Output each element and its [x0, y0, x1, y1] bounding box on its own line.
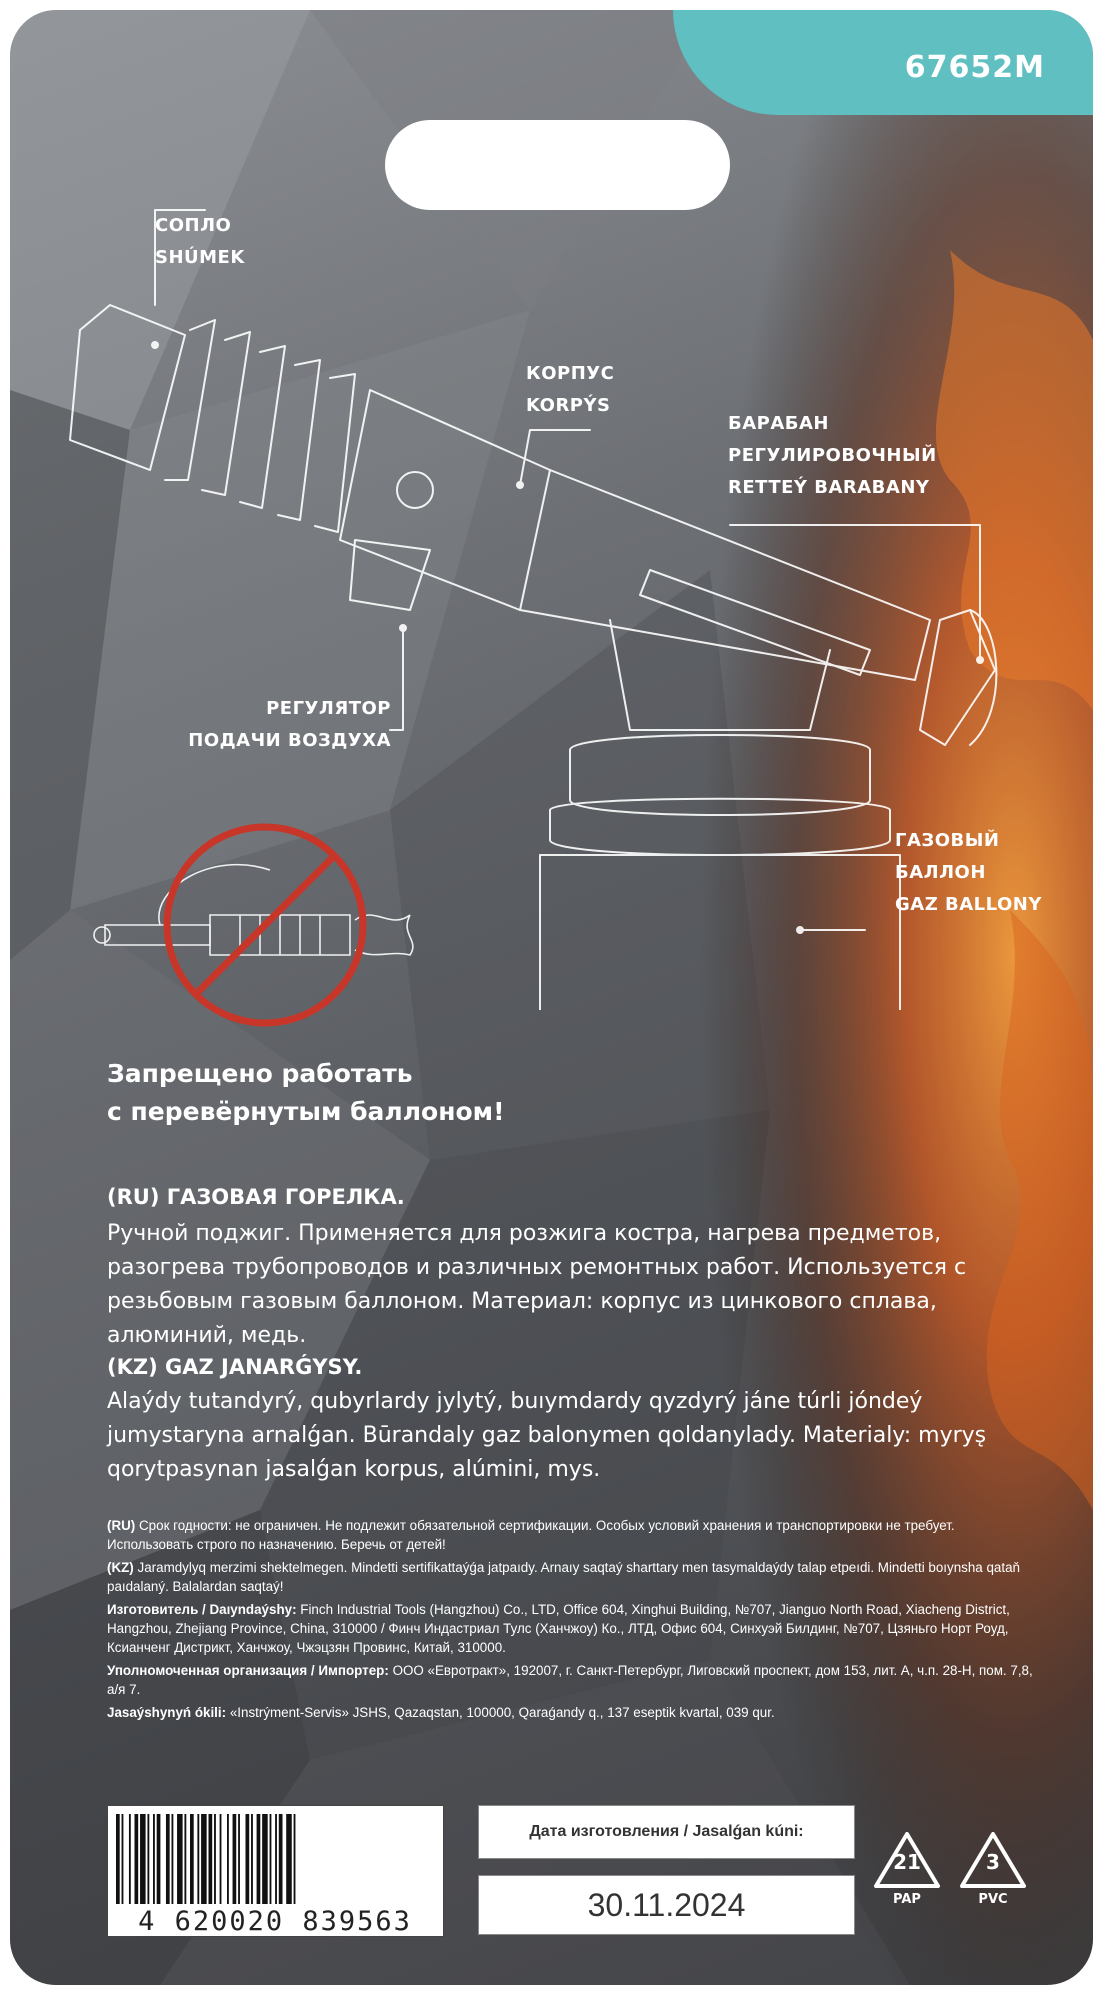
- rep-text: «Instrýment-Servis» JSHS, Qazaqstan, 100000, Qaraǵandy q., 137 eseptik kvartal, 039 qur.: [229, 1705, 775, 1720]
- barcode-bar: [214, 1814, 216, 1904]
- barcode-bar: [184, 1814, 186, 1904]
- barcode-bar: [147, 1814, 149, 1904]
- small-ru: [107, 1516, 1037, 1554]
- ru-title: (RU) ГАЗОВАЯ ГОРЕЛКА.: [107, 1185, 405, 1209]
- label-nozzle-kz: SHÚMEK: [155, 247, 245, 268]
- label-drum-ru1: БАРАБАН: [728, 413, 829, 434]
- small-importer: [107, 1661, 1037, 1699]
- kz-text: Alaýdy tutandyrý, qubyrlardy jylytý, buıymdardy qyzdyrý jáne túrli jóndeý jumystaryna arnalǵan. Būrandaly gaz balonymen qoldanylady. Materialy: myrys̨ qorytpasynan jasalǵan korpus, alúmini, mys.: [107, 1389, 987, 1482]
- label-body-kz: KORPÝS: [526, 395, 611, 416]
- barcode-bar: [140, 1814, 146, 1904]
- barcode-bar: [279, 1814, 283, 1904]
- barcode-bar: [220, 1814, 222, 1904]
- label-gas: [895, 825, 1042, 921]
- importer-text: ООО «Евротракт», 192007, г. Санкт-Петербург, Лиговский проспект, дом 153, лит. А, ч.п. 28-Н, пом. 7,8, а/я 7.: [107, 1663, 1033, 1697]
- package-card: [10, 10, 1093, 1985]
- recycle-pvc-label: PVC: [978, 1892, 1008, 1907]
- barcode-bar: [227, 1814, 229, 1904]
- barcode-bar: [251, 1814, 253, 1904]
- label-drum: [728, 408, 937, 504]
- small-kz: [107, 1558, 1037, 1596]
- barcode-bar: [166, 1814, 170, 1904]
- forbidden-inverted-icon: [90, 810, 450, 1040]
- label-body: [526, 358, 614, 422]
- warning-line2: с перевёрнутым баллоном!: [107, 1097, 505, 1126]
- description: [107, 1185, 1017, 1487]
- barcode-bar: [262, 1814, 268, 1904]
- barcode-number: 4 620020 839563: [138, 1906, 412, 1937]
- recycle-pap-number: 21: [893, 1850, 921, 1874]
- maker-label: Изготовитель / Daıyndaýshy:: [107, 1602, 297, 1617]
- recycle-pap-icon: [872, 1830, 942, 1920]
- small-ru-text: Срок годности: не ограничен. Не подлежит обязательной сертификации. Особых условий хранения и транспортировки не требует. Использовать строго по назначению. Беречь от детей!: [107, 1518, 955, 1552]
- barcode-bar: [172, 1814, 174, 1904]
- small-ru-tag: (RU): [107, 1518, 136, 1533]
- barcode-bar: [201, 1814, 207, 1904]
- recycle-pap-label: PAP: [893, 1892, 921, 1907]
- barcode: [107, 1805, 444, 1937]
- barcode-bar: [257, 1814, 261, 1904]
- importer-label: Уполномоченная организация / Импортер:: [107, 1663, 389, 1678]
- rep-label: Jasaýshynyń ókili:: [107, 1705, 227, 1720]
- label-drum-kz: RETTEÝ BARABANY: [728, 477, 930, 498]
- label-air-ru2: ПОДАЧИ ВОЗДУХА: [188, 730, 391, 751]
- kz-title: (KZ) GAZ JANARǴYSY.: [107, 1355, 363, 1379]
- barcode-bar: [129, 1814, 131, 1904]
- label-gas-ru2: БАЛЛОН: [895, 862, 986, 883]
- small-maker: [107, 1600, 1037, 1657]
- label-gas-kz: GAZ BALLONY: [895, 894, 1042, 915]
- small-kz-text: Jaramdylyq merzimi shektelmegen. Mindetti sertifikattaýǵa jatpaıdy. Arnaıy saqtaý sharttary men tasymaldaýdy talap etpeıdi. Mindetti boıynsha qataň paıdalaný. Balalardan saqtaý!: [107, 1560, 1020, 1594]
- barcode-bar: [197, 1814, 199, 1904]
- date-value: 30.11.2024: [478, 1875, 855, 1935]
- product-code: 67652M: [904, 50, 1045, 85]
- small-rep: [107, 1703, 1037, 1722]
- barcode-bar: [246, 1814, 250, 1904]
- label-drum-ru2: РЕГУЛИРОВОЧНЫЙ: [728, 445, 937, 466]
- barcode-bar: [233, 1814, 237, 1904]
- barcode-bar: [135, 1814, 139, 1904]
- barcode-bar: [209, 1814, 213, 1904]
- barcode-bar: [153, 1814, 155, 1904]
- label-gas-ru1: ГАЗОВЫЙ: [895, 830, 1000, 851]
- barcode-bar: [177, 1814, 183, 1904]
- label-air-regulator: [153, 693, 391, 757]
- warning-text: [107, 1055, 505, 1131]
- barcode-bar: [190, 1814, 194, 1904]
- barcode-bar: [275, 1814, 277, 1904]
- label-nozzle: [155, 210, 245, 274]
- maker-text: Finch Industrial Tools (Hangzhou) Co., LTD, Office 604, Xinghui Building, №707, Jianguo North Road, Xiacheng District, Hangzhou, Zhejiang Province, China, 310000 / Финч Индастриал Тулс (Ханчжоу) Ко., ЛТД, Офис 604, Синхуэй Билдинг, №707, Цзяньго Норт Роуд, Ксианченг Дистрикт, Ханчжоу, Чжэцзян Провинс, Китай, 310000.: [107, 1602, 1010, 1655]
- label-air-ru1: РЕГУЛЯТОР: [266, 698, 391, 719]
- warning-line1: Запрещено работать: [107, 1059, 413, 1088]
- barcode-bar: [157, 1814, 161, 1904]
- barcode-bar: [116, 1814, 120, 1904]
- barcode-bar: [238, 1814, 240, 1904]
- recycle-pvc-number: 3: [986, 1850, 1000, 1874]
- small-kz-tag: (KZ): [107, 1560, 134, 1575]
- label-nozzle-ru: СОПЛО: [155, 215, 232, 236]
- barcode-bar: [294, 1814, 296, 1904]
- label-body-ru: КОРПУС: [526, 363, 615, 384]
- barcode-bars: [116, 1814, 436, 1904]
- small-print: [107, 1516, 1037, 1726]
- barcode-bar: [270, 1814, 272, 1904]
- recycle-pvc-icon: [958, 1830, 1028, 1920]
- date-label: Дата изготовления / Jasalǵan kúni:: [478, 1805, 855, 1859]
- barcode-bar: [286, 1814, 292, 1904]
- date-box: [478, 1805, 855, 1935]
- ru-text: Ручной поджиг. Применяется для розжига костра, нагрева предметов, разогрева трубопроводов и различных ремонтных работ. Используется с резьбовым газовым баллоном. Материал: корпус из цинкового сплава, алюминий, медь.: [107, 1221, 967, 1348]
- barcode-bar: [122, 1814, 124, 1904]
